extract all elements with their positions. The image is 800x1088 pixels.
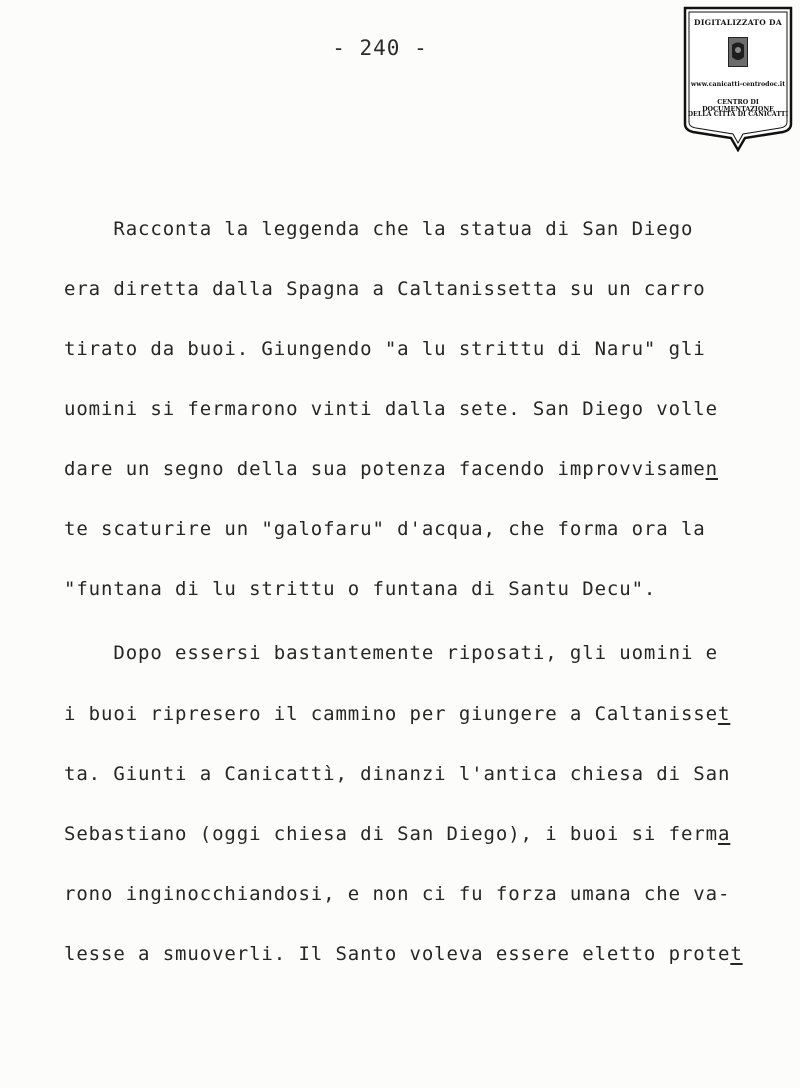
text-line-2: era diretta dalla Spagna a Caltanissetta su un carro xyxy=(64,278,706,300)
text-line-10: ta. Giunti a Canicattì, dinanzi l'antica chiesa di San xyxy=(64,763,731,785)
text-line-3: tirato da buoi. Giungendo "a lu strittu di Naru" gli xyxy=(64,338,706,360)
text-line-11: Sebastiano (oggi chiesa di San Diego), i buoi si ferma xyxy=(64,823,731,845)
page-number: - 240 - xyxy=(332,36,428,60)
stamp-org-line-2: DELLA CITTÀ DI CANICATTÌ xyxy=(687,111,789,118)
text-line-12: rono inginocchiandosi, e non ci fu forza umana che va- xyxy=(64,883,731,905)
text-line-5: dare un segno della sua potenza facendo improvvisamen xyxy=(64,458,718,480)
digitization-stamp xyxy=(683,6,793,152)
text-line-4: uomini si fermarono vinti dalla sete. San Diego volle xyxy=(64,398,718,420)
text-line-7: "funtana di lu strittu o funtana di Santu Decu". xyxy=(64,578,657,600)
coat-of-arms-icon xyxy=(728,37,748,67)
text-line-8: Dopo essersi bastantemente riposati, gli uomini e xyxy=(64,642,718,664)
stamp-url: www.canicatti-centrodoc.it xyxy=(690,81,786,88)
text-line-6: te scaturire un "galofaru" d'acqua, che forma ora la xyxy=(64,518,706,540)
stamp-shield-icon xyxy=(683,6,793,152)
stamp-title: DIGITALIZZATO DA xyxy=(694,18,782,27)
text-line-1: Racconta la leggenda che la statua di San Diego xyxy=(64,218,694,240)
text-line-9: i buoi ripresero il cammino per giungere a Caltanisset xyxy=(64,703,731,725)
stamp-org-line-1: CENTRO DI DOCUMENTAZIONE xyxy=(702,99,774,113)
text-line-13: lesse a smuoverli. Il Santo voleva essere eletto protet xyxy=(64,943,743,965)
